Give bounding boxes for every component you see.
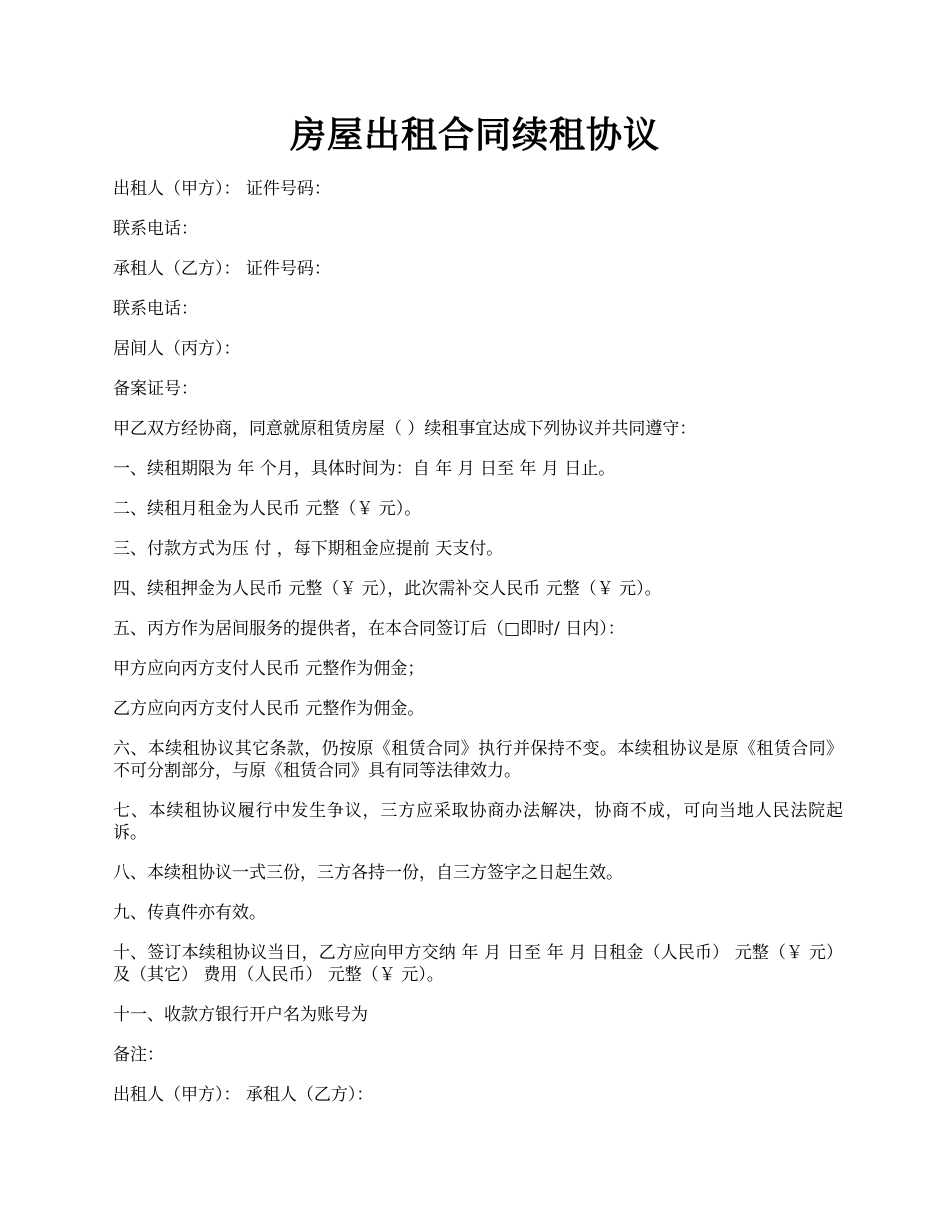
clause-4: 四、续租押金为人民币 元整（￥ 元），此次需补交人民币 元整（￥ 元）。	[113, 579, 662, 599]
clause-5-party-a: 甲方应向丙方支付人民币 元整作为佣金；	[113, 659, 425, 679]
document-title: 房屋出租合同续租协议	[289, 114, 660, 156]
clause-2: 二、续租月租金为人民币 元整（￥ 元）。	[113, 499, 422, 519]
clause-5-party-b: 乙方应向丙方支付人民币 元整作为佣金。	[113, 699, 425, 719]
agreement-intro: 甲乙双方经协商，同意就原租赁房屋（ ）续租事宜达成下列协议并共同遵守：	[113, 419, 697, 439]
remarks-line: 备注：	[113, 1045, 164, 1065]
clause-9: 九、传真件亦有效。	[113, 903, 266, 923]
clause-6: 六、本续租协议其它条款，仍按原《租赁合同》执行并保持不变。本续租协议是原《租赁合同》不可分割部分，与原《租赁合同》具有同等法律效力。	[113, 739, 843, 781]
clause-10: 十、签订本续租协议当日，乙方应向甲方交纳 年 月 日至 年 月 日租金（人民币） 元整（￥ 元）及（其它） 费用（人民币） 元整（￥ 元）。	[113, 943, 843, 985]
clause-5: 五、丙方作为居间服务的提供者，在本合同签订后（□即时/ 日内）：	[113, 619, 625, 639]
lessee-phone-line: 联系电话：	[113, 299, 198, 319]
lessor-line: 出租人（甲方）： 证件号码：	[113, 179, 331, 199]
signature-line: 出租人（甲方）： 承租人（乙方）：	[113, 1085, 374, 1105]
intermediary-line: 居间人（丙方）：	[113, 339, 241, 359]
clause-11: 十一、收款方银行开户名为账号为	[113, 1005, 368, 1025]
clause-3: 三、付款方式为压 付 ，每下期租金应提前 天支付。	[113, 539, 504, 559]
lessor-phone-line: 联系电话：	[113, 219, 198, 239]
clause-7: 七、本续租协议履行中发生争议，三方应采取协商办法解决，协商不成，可向当地人民法院起诉。	[113, 801, 843, 843]
filing-number-line: 备案证号：	[113, 379, 198, 399]
clause-8: 八、本续租协议一式三份，三方各持一份，自三方签字之日起生效。	[113, 863, 623, 883]
document-body	[113, 178, 843, 1124]
clause-1: 一、续租期限为 年 个月，具体时间为：自 年 月 日至 年 月 日止。	[113, 459, 616, 479]
lessee-line: 承租人（乙方）： 证件号码：	[113, 259, 331, 279]
